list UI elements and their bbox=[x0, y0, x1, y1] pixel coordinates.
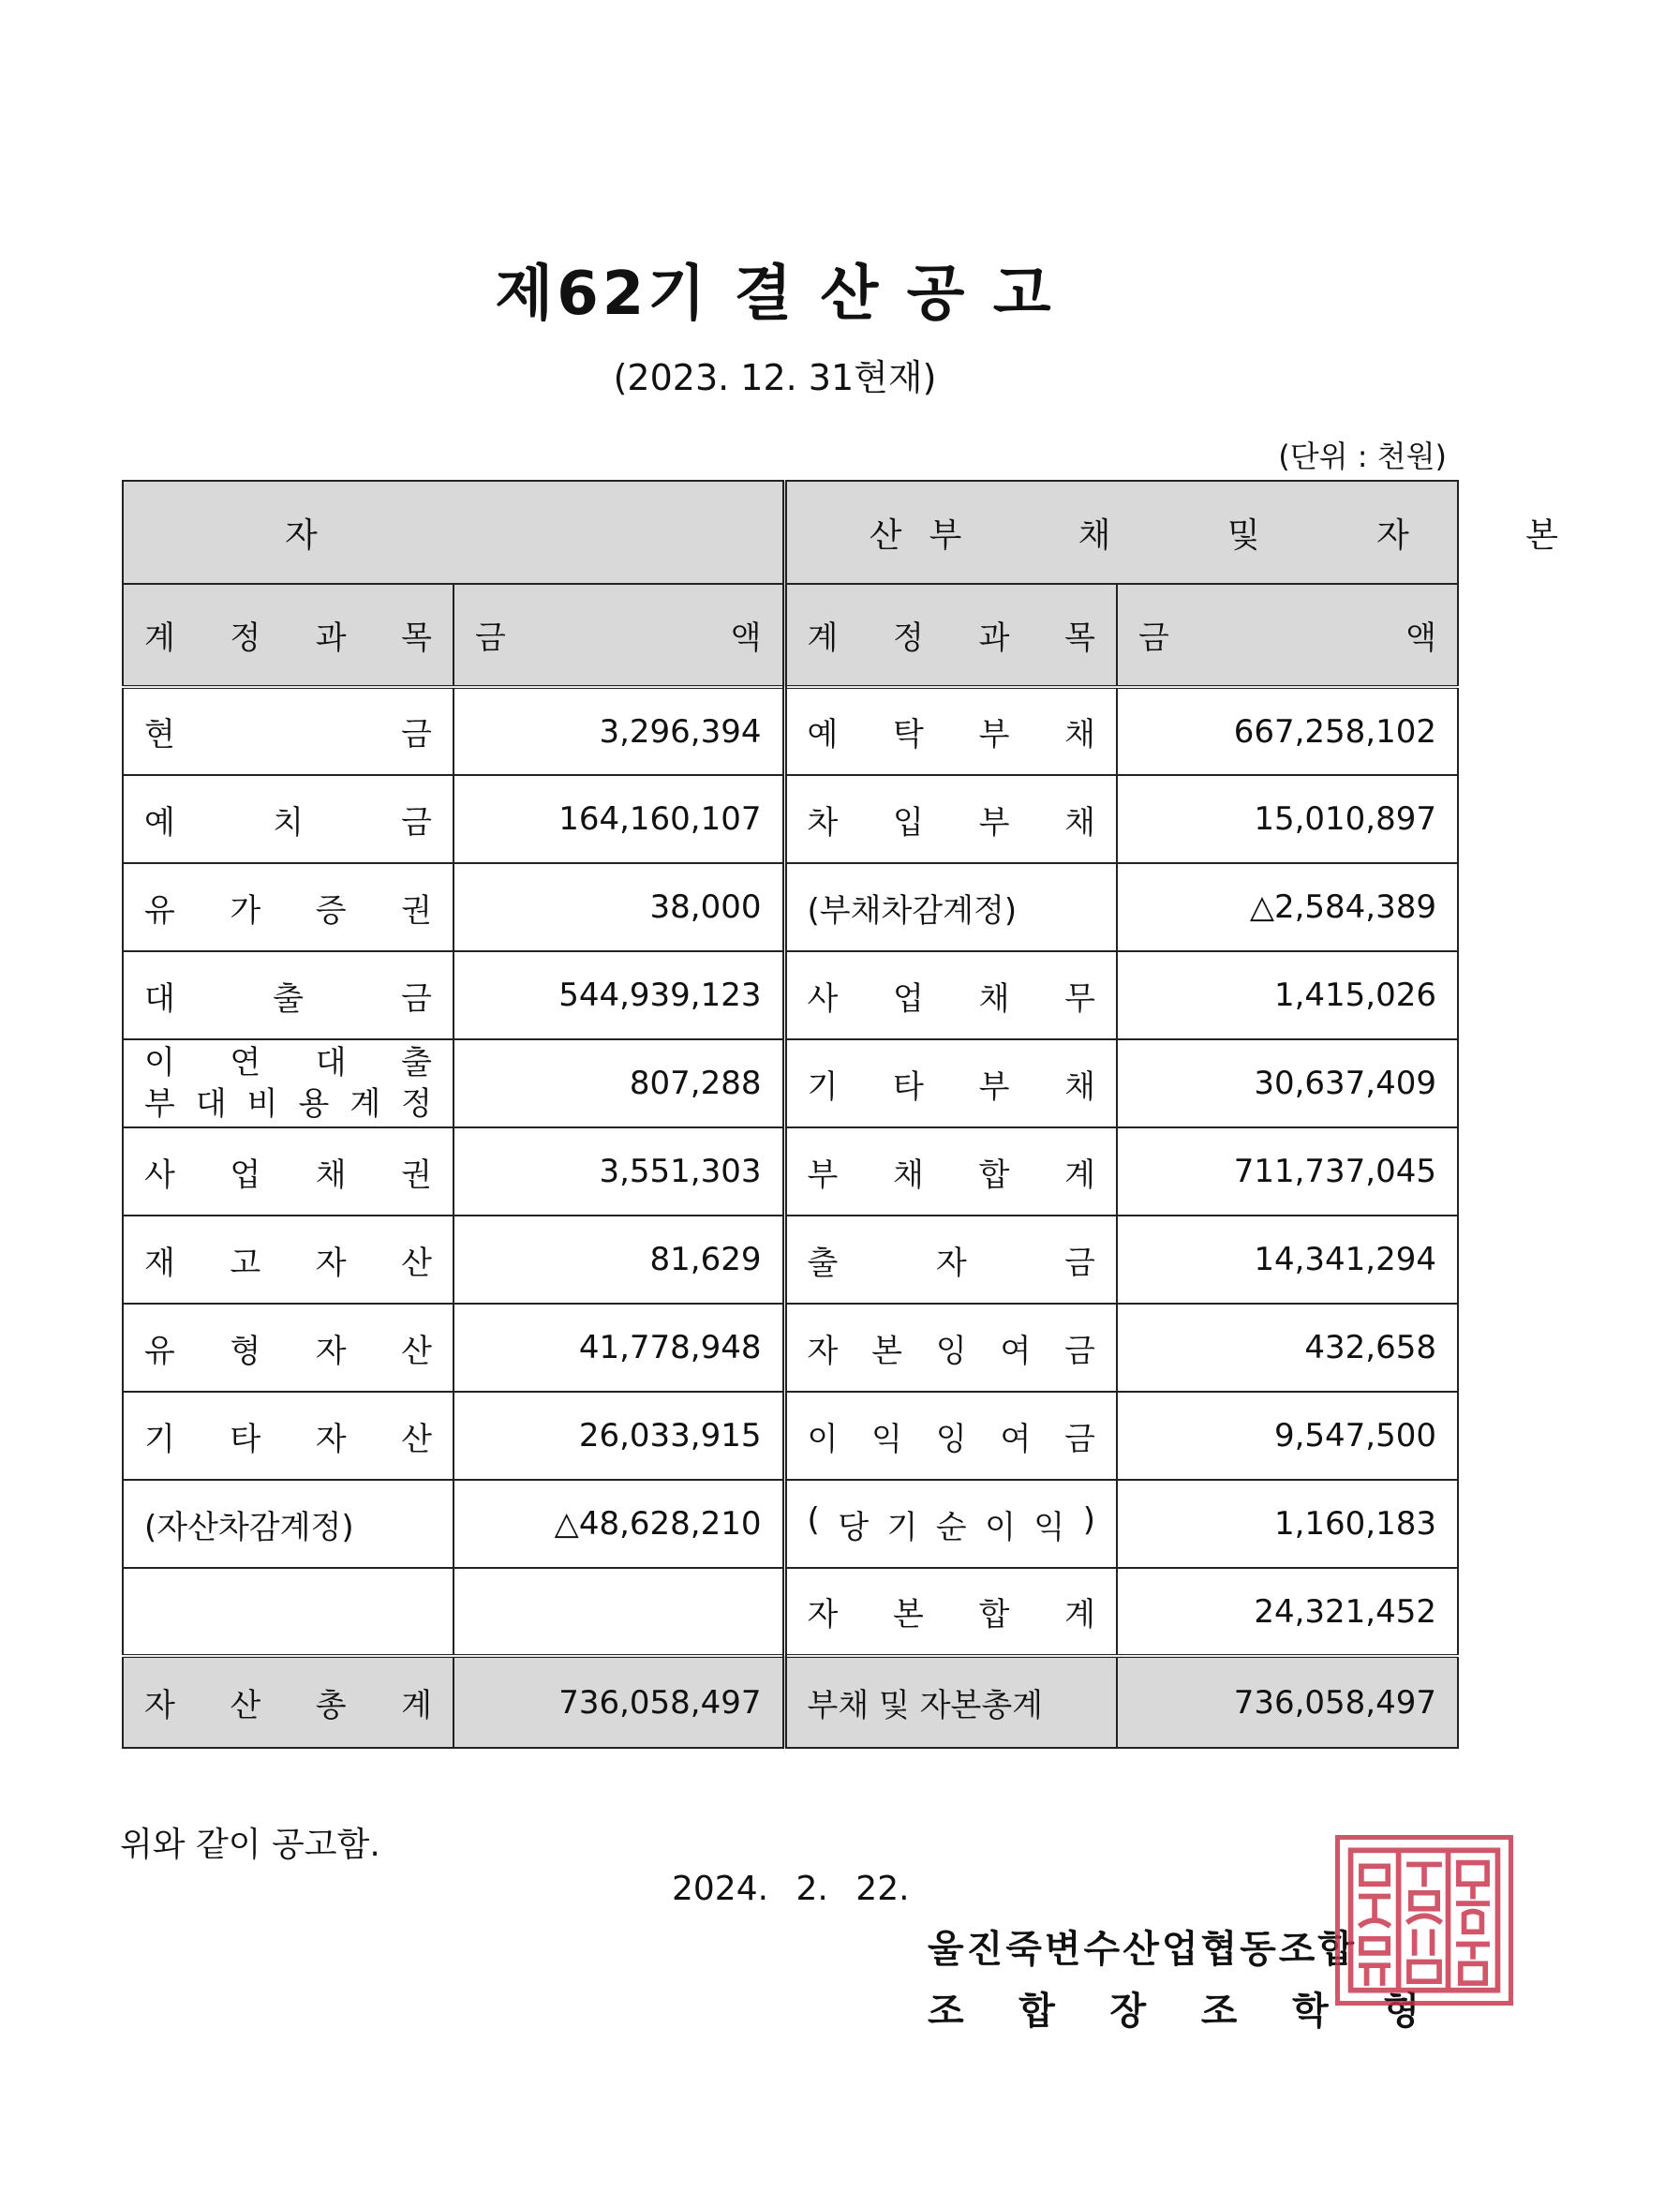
seal-icon bbox=[1340, 1840, 1509, 2001]
amount-cell: 3,296,394 bbox=[453, 687, 784, 775]
account-name-cell: 사 업 채 권 bbox=[123, 1127, 453, 1216]
table-row bbox=[123, 687, 1458, 775]
unit-label: (단위 : 천원) bbox=[1278, 439, 1447, 474]
amount-cell: 807,288 bbox=[453, 1039, 784, 1127]
table-row bbox=[123, 863, 1458, 951]
account-name-cell: (부채차감계정) bbox=[784, 863, 1117, 951]
account-name-cell: 대 출 금 bbox=[123, 951, 453, 1039]
assets-header: 자 산 bbox=[123, 481, 784, 584]
account-name-cell: 자 본 합 계 bbox=[784, 1568, 1117, 1656]
announcement-date: 2024. 2. 22. bbox=[672, 1870, 910, 1908]
account-name-cell: 기 타 자 산 bbox=[123, 1392, 453, 1480]
account-column-header: 계 정 과 목 bbox=[123, 584, 453, 687]
amount-cell: 26,033,915 bbox=[453, 1392, 784, 1480]
amount-cell: △2,584,389 bbox=[1117, 863, 1458, 951]
table-row bbox=[123, 1568, 1458, 1656]
table-row bbox=[123, 1304, 1458, 1392]
amount-cell: 1,415,026 bbox=[1117, 951, 1458, 1039]
account-column-header: 계 정 과 목 bbox=[784, 584, 1117, 687]
liabilities-header: 부 채 및 자 본 bbox=[784, 481, 1458, 584]
account-name-cell: 이 익 잉 여 금 bbox=[784, 1392, 1117, 1480]
account-name-cell: 부 채 합 계 bbox=[784, 1127, 1117, 1216]
amount-cell: 711,737,045 bbox=[1117, 1127, 1458, 1216]
account-name-cell: 출 자 금 bbox=[784, 1216, 1117, 1304]
amount-cell: 24,321,452 bbox=[1117, 1568, 1458, 1656]
amount-cell: 544,939,123 bbox=[453, 951, 784, 1039]
chief-name: 조 합 장 조 학 형 bbox=[928, 1990, 1420, 2033]
official-seal-stamp bbox=[1335, 1835, 1513, 2006]
total-row bbox=[123, 1656, 1458, 1748]
amount-cell: 38,000 bbox=[453, 863, 784, 951]
account-name-cell: 부채 및 자본총계 bbox=[784, 1656, 1117, 1748]
amount-cell: 667,258,102 bbox=[1117, 687, 1458, 775]
as-of-date: (2023. 12. 31현재) bbox=[613, 357, 937, 398]
organization-name: 울진죽변수산업협동조합 bbox=[928, 1928, 1358, 1971]
amount-cell: 41,778,948 bbox=[453, 1304, 784, 1392]
account-name-cell: (자산차감계정) bbox=[123, 1480, 453, 1568]
account-name-cell: 이 연 대 출 부 대 비 용 계 정 bbox=[123, 1039, 453, 1127]
amount-column-header: 금 액 bbox=[1117, 584, 1458, 687]
account-name-cell: 재 고 자 산 bbox=[123, 1216, 453, 1304]
amount-cell: 432,658 bbox=[1117, 1304, 1458, 1392]
amount-cell: 15,010,897 bbox=[1117, 775, 1458, 863]
account-name-cell: 차 입 부 채 bbox=[784, 775, 1117, 863]
table-row bbox=[123, 1480, 1458, 1568]
table-row bbox=[123, 1127, 1458, 1216]
table-row bbox=[123, 1039, 1458, 1127]
amount-cell: 736,058,497 bbox=[1117, 1656, 1458, 1748]
document-title: 제62기 결 산 공 고 bbox=[495, 260, 1055, 329]
amount-cell bbox=[453, 1568, 784, 1656]
notice-text: 위와 같이 공고함. bbox=[120, 1826, 380, 1864]
account-name-cell: 예 탁 부 채 bbox=[784, 687, 1117, 775]
account-name-cell: 기 타 부 채 bbox=[784, 1039, 1117, 1127]
amount-cell: △48,628,210 bbox=[453, 1480, 784, 1568]
amount-cell: 9,547,500 bbox=[1117, 1392, 1458, 1480]
amount-cell: 736,058,497 bbox=[453, 1656, 784, 1748]
amount-cell: 3,551,303 bbox=[453, 1127, 784, 1216]
column-header-row bbox=[123, 584, 1458, 687]
account-name-cell bbox=[123, 1568, 453, 1656]
amount-cell: 81,629 bbox=[453, 1216, 784, 1304]
amount-cell: 164,160,107 bbox=[453, 775, 784, 863]
amount-cell: 30,637,409 bbox=[1117, 1039, 1458, 1127]
account-name-cell: ( 당 기 순 이 익 ) bbox=[784, 1480, 1117, 1568]
table-row bbox=[123, 951, 1458, 1039]
account-name-cell: 자 산 총 계 bbox=[123, 1656, 453, 1748]
amount-cell: 14,341,294 bbox=[1117, 1216, 1458, 1304]
table-row bbox=[123, 1216, 1458, 1304]
amount-cell: 1,160,183 bbox=[1117, 1480, 1458, 1568]
account-name-cell: 현 금 bbox=[123, 687, 453, 775]
table-header-row bbox=[123, 481, 1458, 584]
account-name-cell: 유 형 자 산 bbox=[123, 1304, 453, 1392]
account-name-cell: 자 본 잉 여 금 bbox=[784, 1304, 1117, 1392]
account-name-cell: 사 업 채 무 bbox=[784, 951, 1117, 1039]
table-row bbox=[123, 775, 1458, 863]
table-row bbox=[123, 1392, 1458, 1480]
account-name-cell: 예 치 금 bbox=[123, 775, 453, 863]
account-name-cell: 유 가 증 권 bbox=[123, 863, 453, 951]
amount-column-header: 금 액 bbox=[453, 584, 784, 687]
balance-sheet-table bbox=[122, 480, 1558, 1749]
